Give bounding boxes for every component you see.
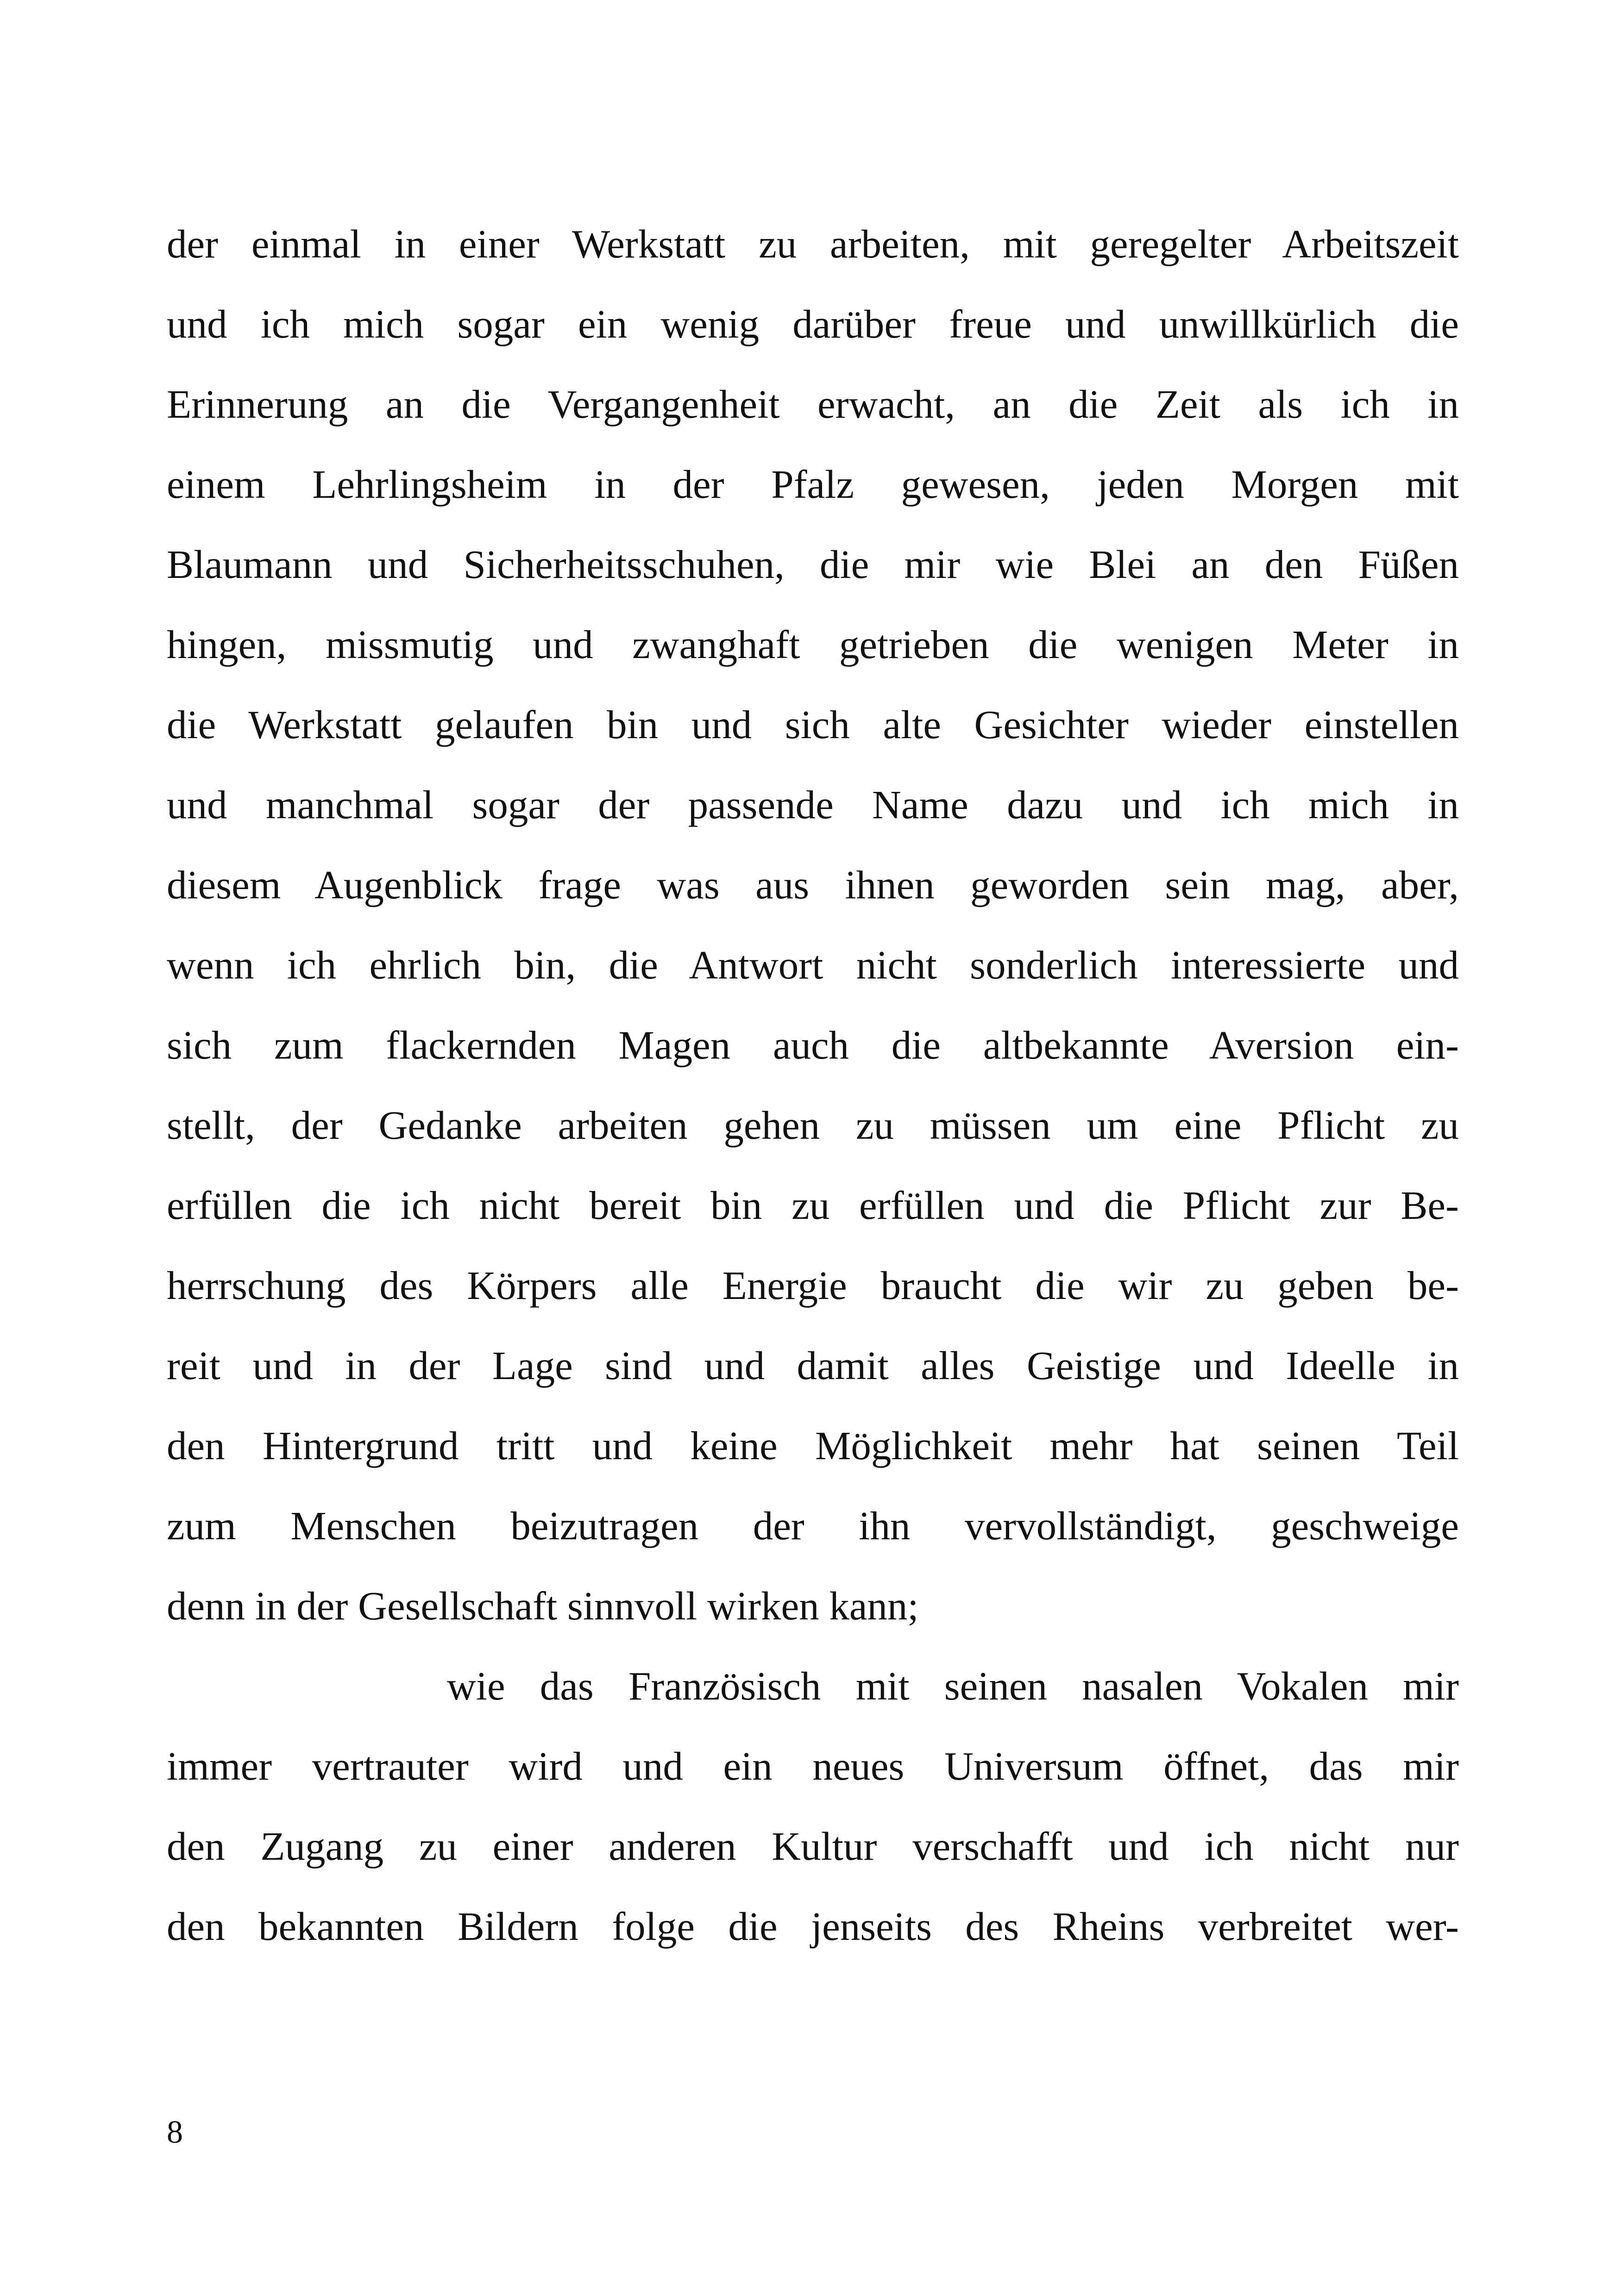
text-line: und manchmal sogar der passende Name dazu und ich mich in: [167, 782, 1459, 827]
text-line: sich zum flackernden Magen auch die altbekannte Aversion ein-: [167, 1023, 1459, 1067]
text-line: erfüllen die ich nicht bereit bin zu erfüllen und die Pflicht zur Be-: [167, 1183, 1459, 1228]
text-line: stellt, der Gedanke arbeiten gehen zu müssen um eine Pflicht zu: [167, 1103, 1459, 1148]
text-line: reit und in der Lage sind und damit alles Geistige und Ideelle in: [167, 1343, 1459, 1388]
text-line: den Hintergrund tritt und keine Möglichkeit mehr hat seinen Teil: [167, 1423, 1459, 1468]
text-line: die Werkstatt gelaufen bin und sich alte Gesichter wieder einstellen: [167, 702, 1459, 747]
paragraph-end-line: denn in der Gesellschaft sinnvoll wirken kann;: [167, 1583, 919, 1628]
text-line: immer vertrauter wird und ein neues Universum öffnet, das mir: [167, 1744, 1459, 1788]
body-text: [167, 204, 1459, 1966]
text-line: zum Menschen beizutragen der ihn vervollständigt, geschweige: [167, 1503, 1459, 1548]
paragraph-indented-line: wie das Französisch mit seinen nasalen Vokalen mir: [447, 1663, 1459, 1708]
text-line: Erinnerung an die Vergangenheit erwacht, an die Zeit als ich in: [167, 382, 1459, 427]
text-line: der einmal in einer Werkstatt zu arbeiten, mit geregelter Arbeitszeit: [167, 221, 1459, 266]
text-line: den bekannten Bildern folge die jenseits des Rheins verbreitet wer-: [167, 1904, 1459, 1949]
text-line: herrschung des Körpers alle Energie braucht die wir zu geben be-: [167, 1263, 1459, 1308]
text-line: den Zugang zu einer anderen Kultur verschafft und ich nicht nur: [167, 1824, 1459, 1869]
text-line: wenn ich ehrlich bin, die Antwort nicht sonderlich interessierte und: [167, 942, 1459, 987]
text-line: diesem Augenblick frage was aus ihnen geworden sein mag, aber,: [167, 862, 1459, 907]
text-line: hingen, missmutig und zwanghaft getrieben die wenigen Meter in: [167, 622, 1459, 667]
text-line: einem Lehrlingsheim in der Pfalz gewesen, jeden Morgen mit: [167, 462, 1459, 507]
text-line: Blaumann und Sicherheitsschuhen, die mir wie Blei an den Füßen: [167, 542, 1459, 587]
page-number: 8: [167, 2114, 183, 2150]
text-line: und ich mich sogar ein wenig darüber freue und unwillkürlich die: [167, 301, 1459, 346]
